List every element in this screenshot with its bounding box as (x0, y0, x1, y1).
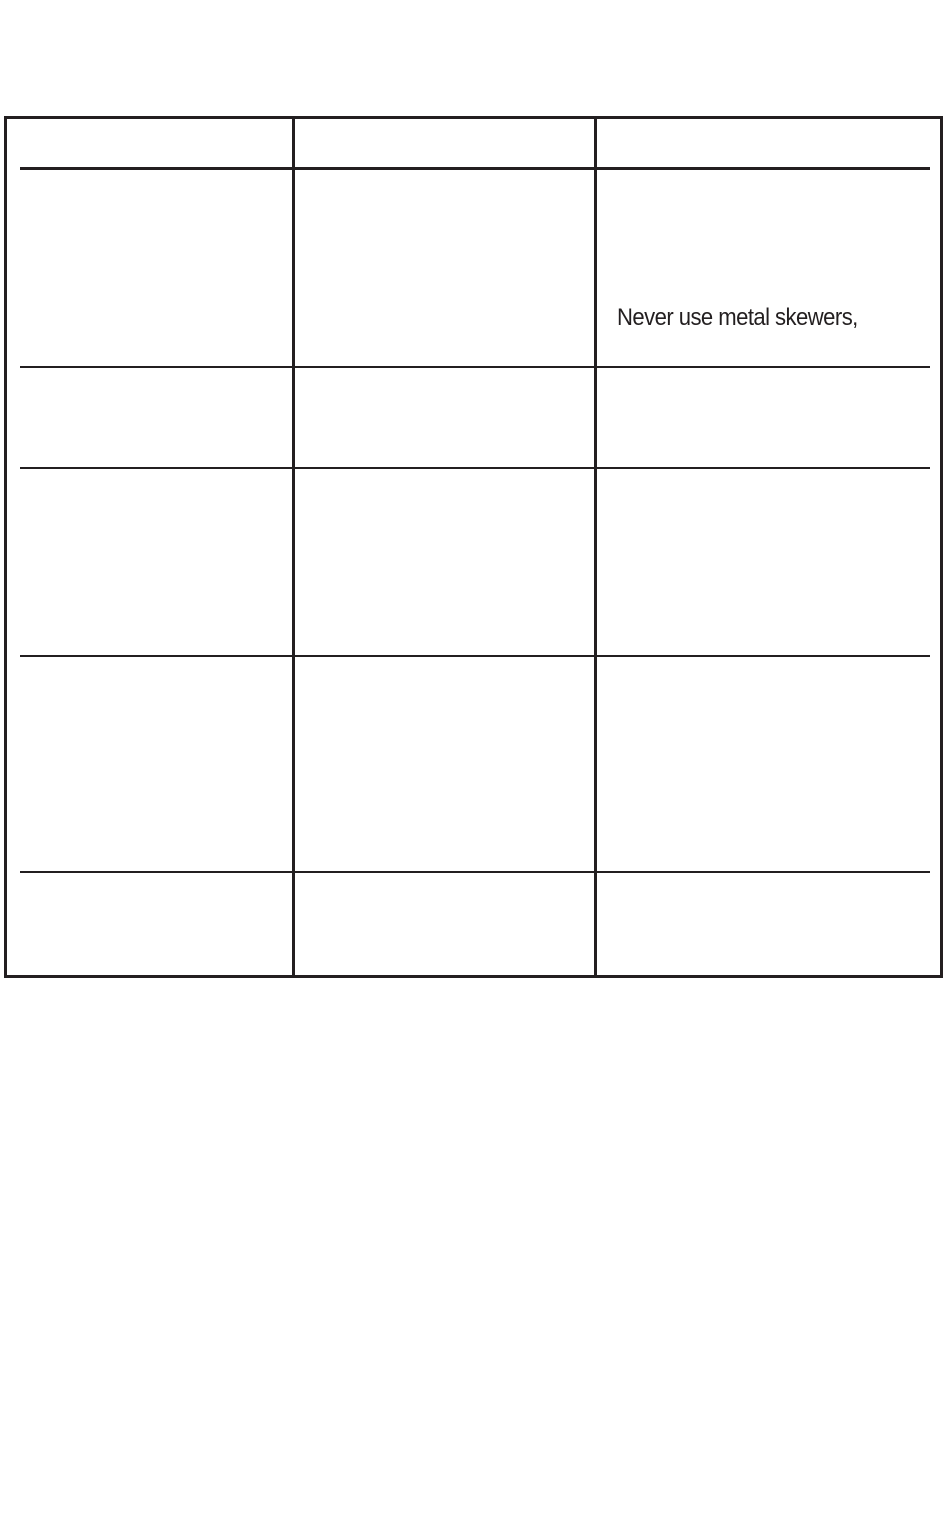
table-frame (4, 116, 943, 978)
column-divider-1 (292, 116, 295, 978)
row-divider-2 (20, 467, 930, 469)
row-divider-4 (20, 871, 930, 873)
column-divider-2 (594, 116, 597, 978)
row-divider-1 (20, 366, 930, 368)
header-row-divider (20, 167, 930, 170)
row-divider-3 (20, 655, 930, 657)
table-cell-text: Never use metal skewers, (617, 304, 858, 331)
